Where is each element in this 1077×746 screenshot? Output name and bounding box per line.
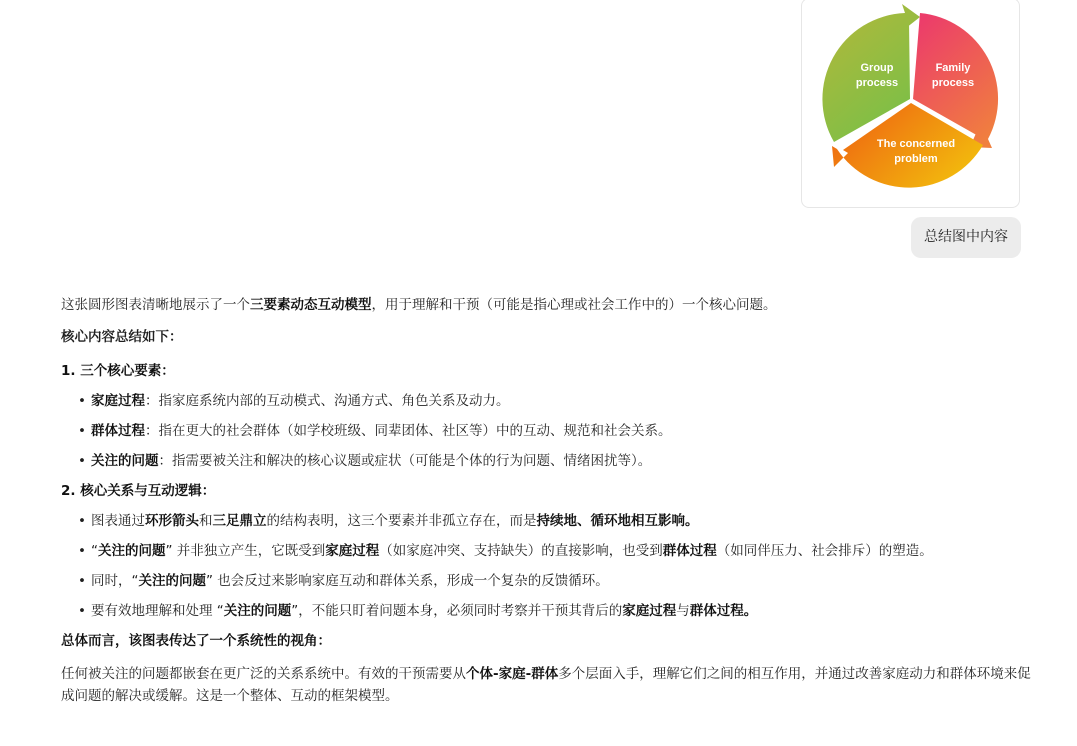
- section2-title: 2. 核心关系与互动逻辑：: [61, 483, 216, 499]
- problem-label-2: problem: [894, 153, 938, 165]
- family-label-1: Family: [935, 62, 971, 74]
- list-item: • 图表通过环形箭头和三足鼎立的结构表明，这三个要素并非孤立存在，而是持续地、循环地相互影响。: [78, 511, 1031, 531]
- relations-list: [61, 511, 1031, 621]
- conclusion-paragraph: 任何被关注的问题都嵌套在更广泛的关系系统中。有效的干预需要从个体-家庭-群体多个层面入手，理解它们之间的相互作用，并通过改善家庭动力和群体环境来促成问题的解决或缓解。这是一个整体、互动的框架模型。: [61, 666, 1031, 704]
- family-label-2: process: [931, 77, 975, 89]
- group-label-1: Group: [860, 62, 894, 74]
- assistant-answer: [61, 295, 1031, 707]
- group-label-2: process: [855, 77, 899, 89]
- section1-title: 1. 三个核心要素：: [61, 363, 175, 379]
- problem-label-1: The concerned: [876, 138, 956, 150]
- list-item: • “关注的问题” 并非独立产生，它既受到家庭过程（如家庭冲突、支持缺失）的直接影响，也受到群体过程（如同伴压力、社会排斥）的塑造。: [78, 541, 1031, 561]
- list-item: • 同时，“关注的问题” 也会反过来影响家庭互动和群体关系，形成一个复杂的反馈循环。: [78, 571, 1031, 591]
- list-item: • 关注的问题：指需要被关注和解决的核心议题或症状（可能是个体的行为问题、情绪困扰等）。: [78, 451, 1031, 471]
- list-item: • 群体过程：指在更大的社会群体（如学校班级、同辈团体、社区等）中的互动、规范和社会关系。: [78, 421, 1031, 441]
- user-message-bubble: 总结图中内容: [911, 217, 1021, 258]
- list-item: • 要有效地理解和处理 “关注的问题”，不能只盯着问题本身，必须同时考察并干预其背后的家庭过程与群体过程。: [78, 601, 1031, 621]
- core-elements-list: [61, 391, 1031, 471]
- list-item: • 家庭过程：指家庭系统内部的互动模式、沟通方式、角色关系及动力。: [78, 391, 1031, 411]
- intro-paragraph: 这张圆形图表清晰地展示了一个三要素动态互动模型，用于理解和干预（可能是指心理或社会工作中的）一个核心问题。: [61, 297, 777, 313]
- summary-heading: 核心内容总结如下：: [61, 329, 183, 345]
- conclusion-heading: 总体而言，该图表传达了一个系统性的视角：: [61, 633, 331, 649]
- cycle-diagram: [810, 3, 1010, 199]
- attached-image[interactable]: [801, 0, 1020, 208]
